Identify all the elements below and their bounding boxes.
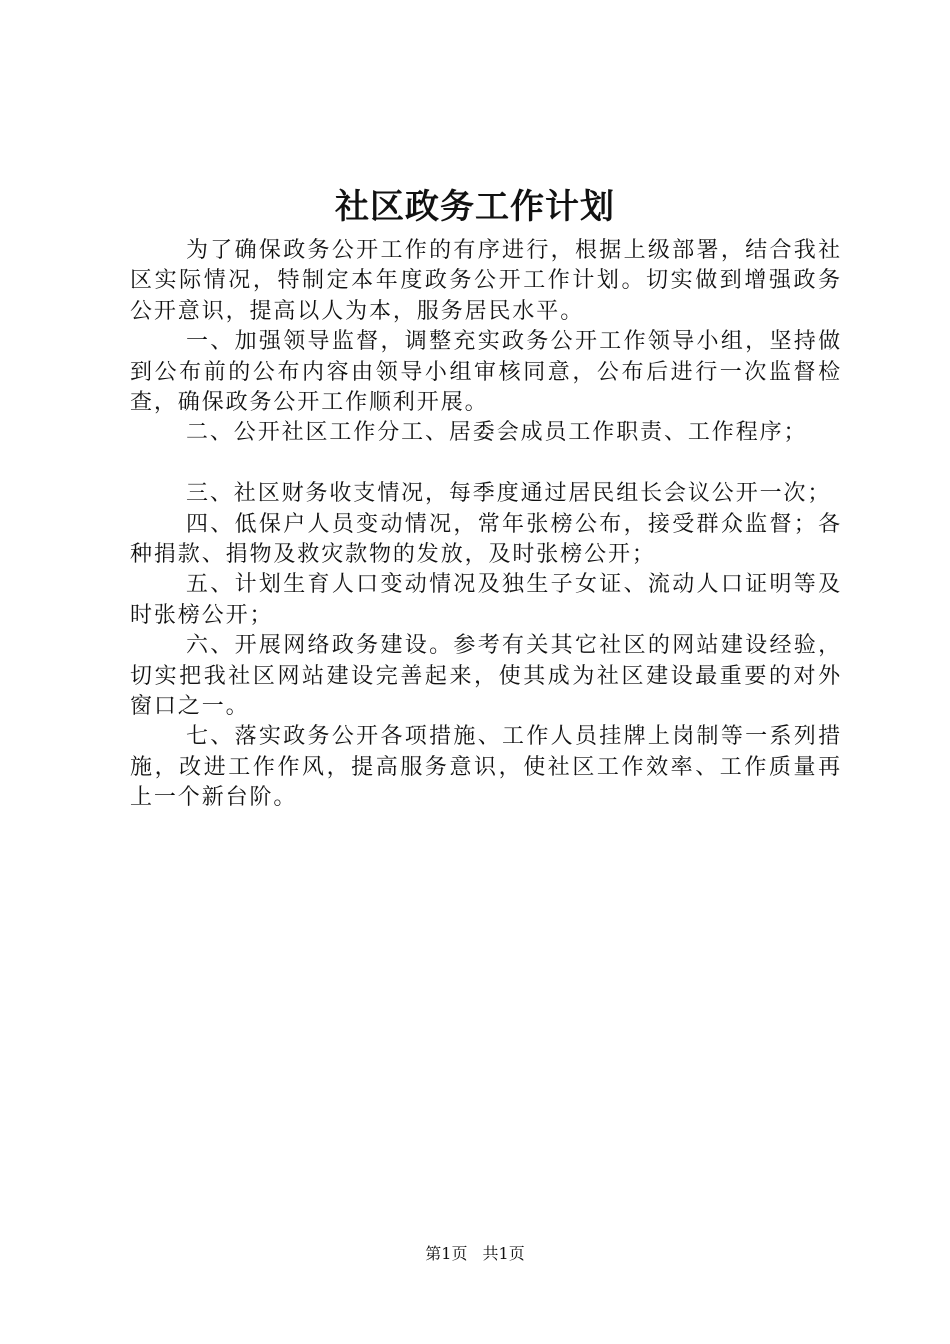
- paragraph-intro: 为了确保政务公开工作的有序进行，根据上级部署，结合我社区实际情况，特制定本年度政务公开工作计划。切实做到增强政务公开意识，提高以人为本，服务居民水平。: [130, 238, 842, 324]
- paragraph-item-4: 四、低保户人员变动情况，常年张榜公布，接受群众监督；各种捐款、捐物及救灾款物的发放，及时张榜公开；: [130, 511, 842, 568]
- paragraph-item-6: 六、开展网络政务建设。参考有关其它社区的网站建设经验，切实把我社区网站建设完善起来，使其成为社区建设最重要的对外窗口之一。: [130, 633, 842, 720]
- document-title: 社区政务工作计划: [335, 187, 615, 227]
- document-body: [130, 236, 842, 814]
- page-number-current: 第1页: [425, 1244, 468, 1263]
- paragraph-item-1: 一、加强领导监督，调整充实政务公开工作领导小组，坚持做到公布前的公布内容由领导小组审核同意，公布后进行一次监督检查，确保政务公开工作顺利开展。: [130, 329, 842, 416]
- page-footer: [0, 1243, 950, 1265]
- paragraph-item-3: 三、社区财务收支情况，每季度通过居民组长会议公开一次；: [186, 481, 832, 507]
- paragraph-item-2: 二、公开社区工作分工、居委会成员工作职责、工作程序；: [186, 420, 808, 446]
- paragraph-item-5: 五、计划生育人口变动情况及独生子女证、流动人口证明等及时张榜公开；: [130, 572, 842, 628]
- paragraph-item-7: 七、落实政务公开各项措施、工作人员挂牌上岗制等一系列措施，改进工作作风，提高服务意识，使社区工作效率、工作质量再上一个新台阶。: [130, 724, 842, 811]
- page-number-total: 共1页: [482, 1244, 525, 1263]
